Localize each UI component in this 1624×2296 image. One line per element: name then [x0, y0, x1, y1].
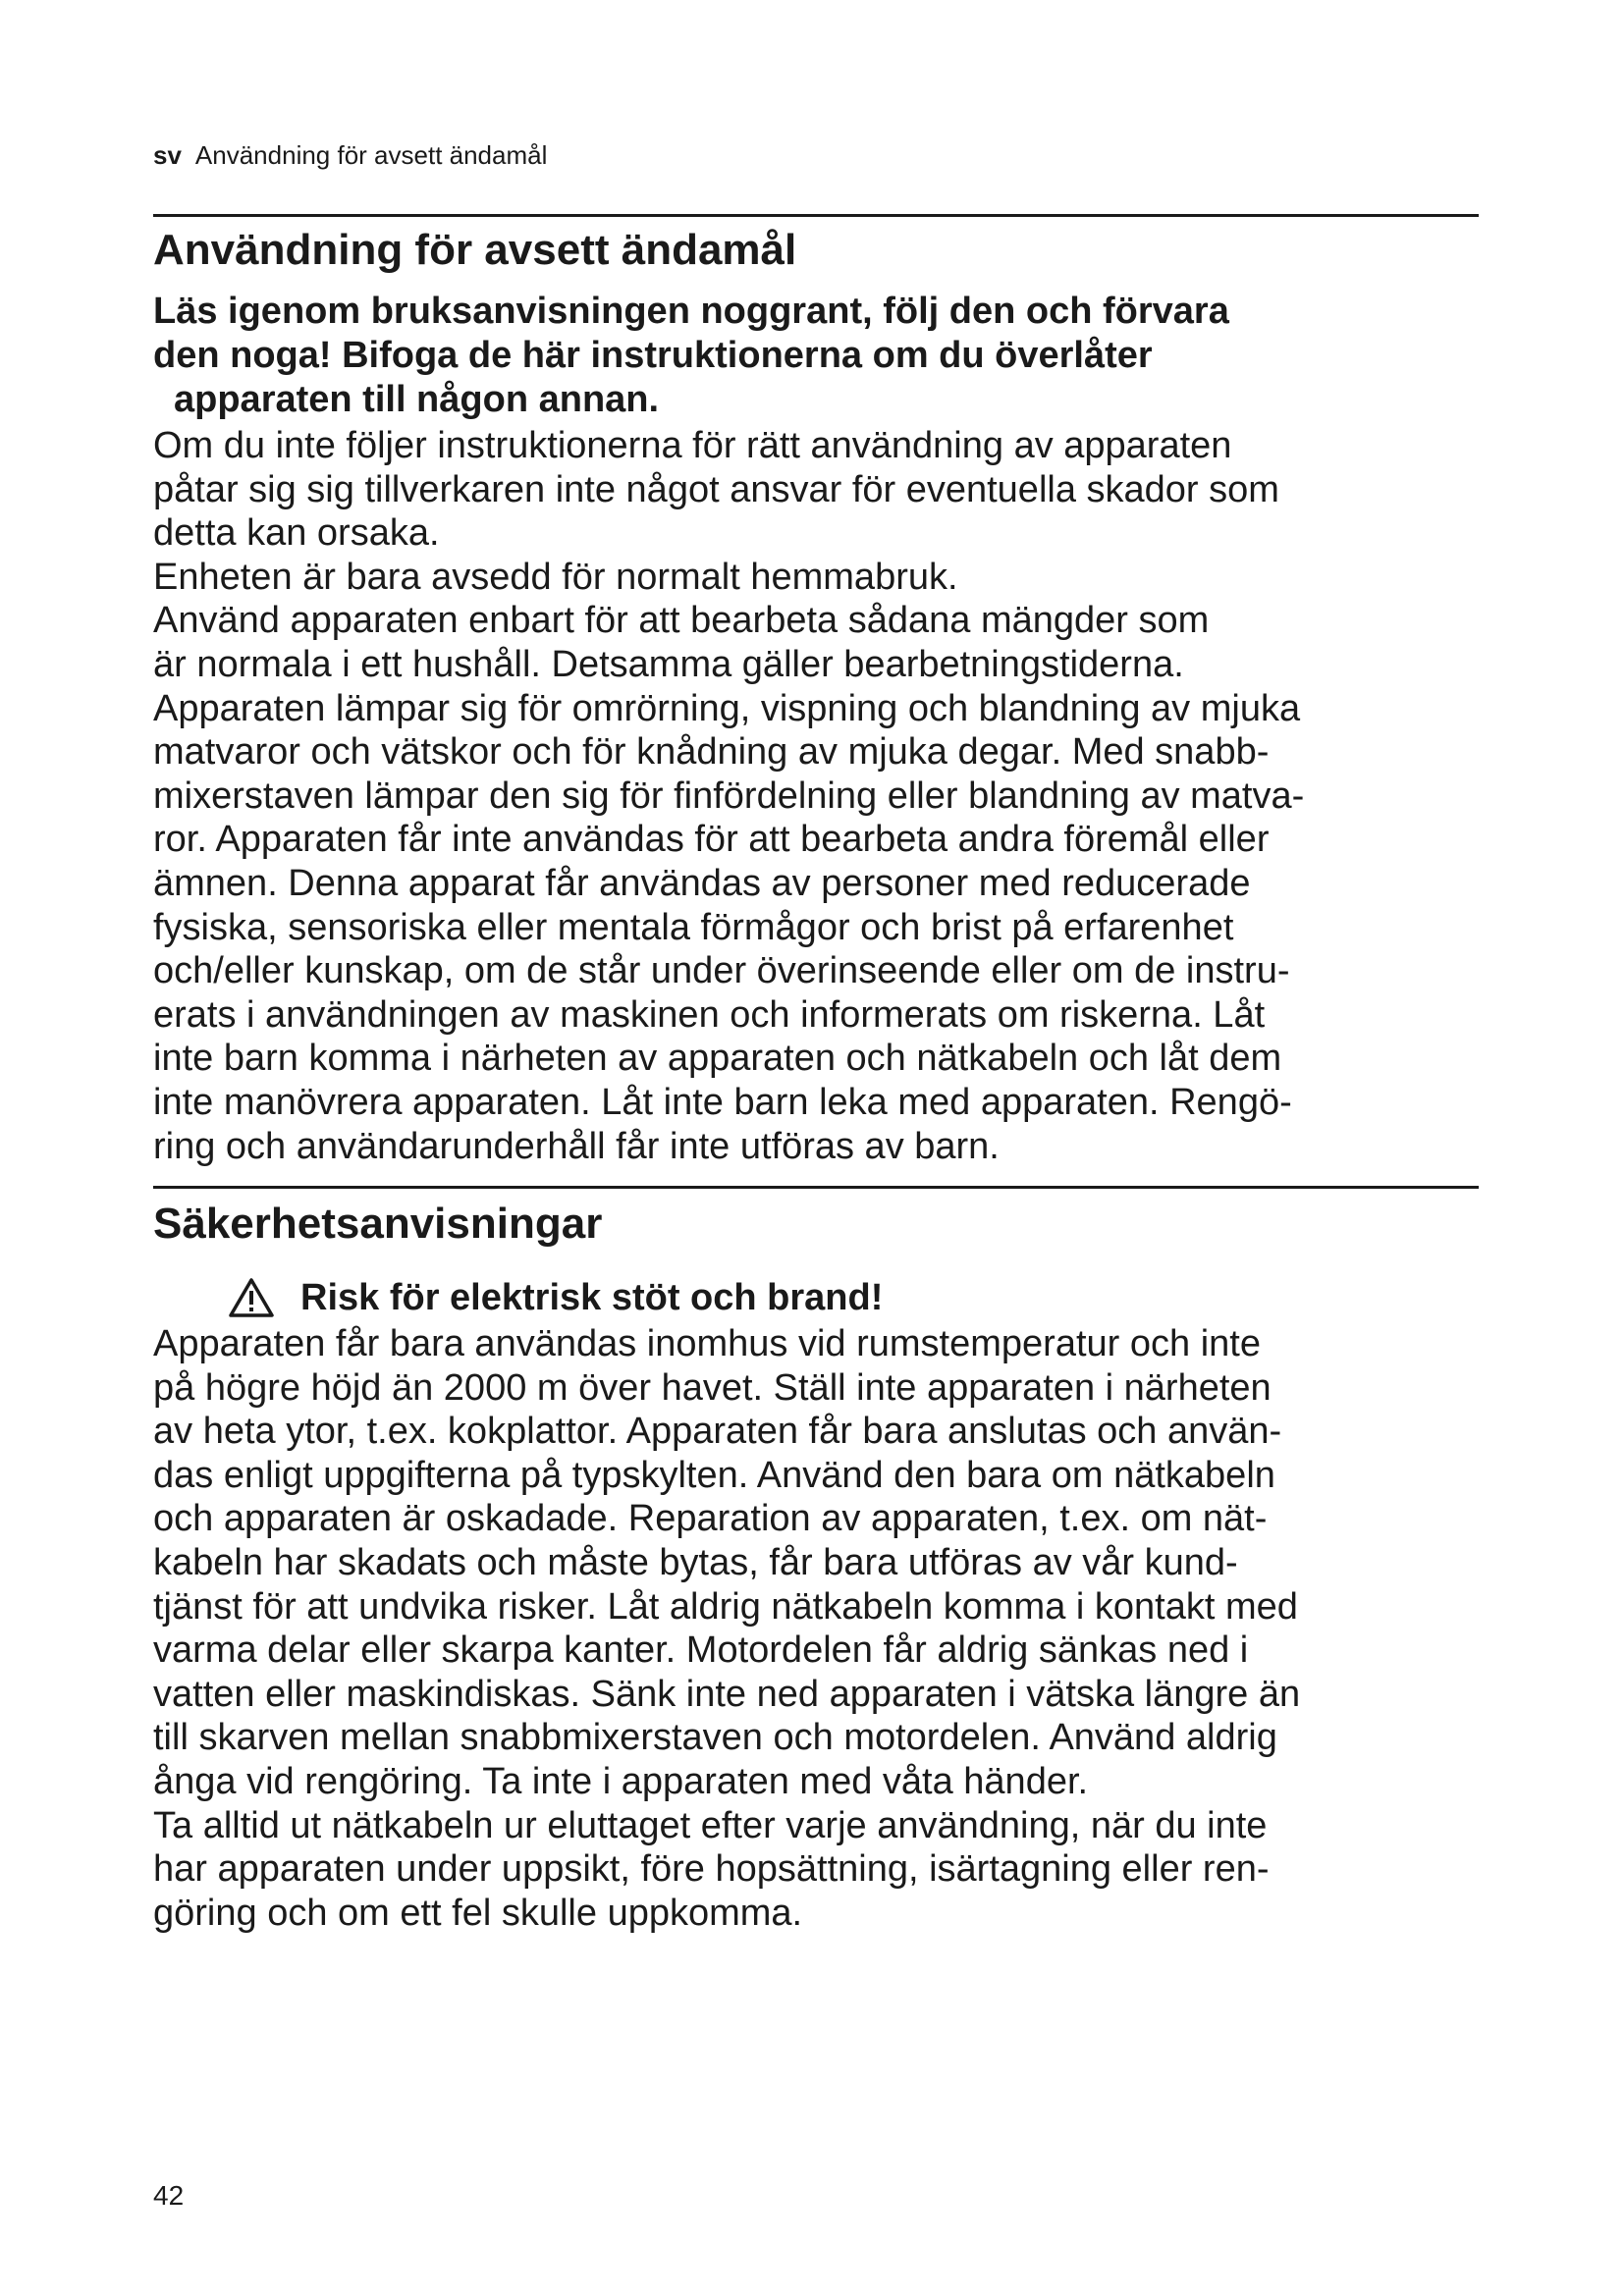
- lead-line: den noga! Bifoga de här instruktionerna om du överlåter: [153, 335, 1153, 376]
- body-line: detta kan orsaka.: [153, 512, 440, 555]
- body-line: matvaror och vätskor och för knådning av mjuka degar. Med snabb-: [153, 731, 1270, 774]
- body-line: Använd apparaten enbart för att bearbeta sådana mängder som: [153, 600, 1210, 642]
- body-line: på högre höjd än 2000 m över havet. Ställ inte apparaten i närheten: [153, 1366, 1272, 1409]
- warning-title: Risk för elektrisk stöt och brand!: [300, 1277, 884, 1319]
- intended-use-body: [153, 424, 1479, 1168]
- body-line: ånga vid rengöring. Ta inte i apparaten med våta händer.: [153, 1761, 1089, 1803]
- body-line: mixerstaven lämpar den sig för finfördelning eller blandning av matva-: [153, 774, 1305, 817]
- warning-heading: [153, 1275, 1479, 1320]
- body-line: Ta alltid ut nätkabeln ur eluttaget efter varje användning, när du inte: [153, 1804, 1268, 1846]
- running-header-title: Användning för avsett ändamål: [194, 140, 548, 170]
- body-line: påtar sig sig tillverkaren inte något ansvar för eventuella skador som: [153, 468, 1279, 510]
- section-heading-intended-use: Användning för avsett ändamål: [153, 226, 797, 274]
- body-line: ring och användarunderhåll får inte utföras av barn.: [153, 1125, 1000, 1167]
- running-header: [153, 139, 547, 171]
- body-line: kabeln har skadats och måste bytas, får bara utföras av vår kund-: [153, 1542, 1238, 1584]
- lead-line: apparaten till någon annan.: [174, 379, 660, 420]
- section-heading-safety: Säkerhetsanvisningar: [153, 1200, 603, 1249]
- body-line: ämnen. Denna apparat får användas av personer med reducerade: [153, 862, 1251, 904]
- body-line: varma delar eller skarpa kanter. Motordelen får aldrig sänkas ned i: [153, 1629, 1249, 1672]
- body-line: Apparaten får bara användas inomhus vid rumstemperatur och inte: [153, 1323, 1261, 1365]
- body-line: inte barn komma i närheten av apparaten och nätkabeln och låt dem: [153, 1038, 1282, 1080]
- body-line: Apparaten lämpar sig för omrörning, vispning och blandning av mjuka: [153, 687, 1301, 729]
- body-line: och apparaten är oskadade. Reparation av apparaten, t.ex. om nät-: [153, 1498, 1268, 1540]
- section-divider: [153, 1186, 1479, 1189]
- body-line: göring och om ett fel skulle uppkomma.: [153, 1892, 803, 1934]
- section-divider: [153, 214, 1479, 217]
- body-line: Om du inte följer instruktionerna för rätt användning av apparaten: [153, 425, 1232, 466]
- body-line: ror. Apparaten får inte användas för att bearbeta andra föremål eller: [153, 819, 1270, 861]
- body-line: vatten eller maskindiskas. Sänk inte ned apparaten i vätska längre än: [153, 1673, 1301, 1715]
- body-line: av heta ytor, t.ex. kokplattor. Apparaten får bara anslutas och använ-: [153, 1411, 1282, 1453]
- body-line: Enheten är bara avsedd för normalt hemmabruk.: [153, 556, 958, 598]
- body-line: och/eller kunskap, om de står under överinseende eller om de instru-: [153, 950, 1290, 992]
- body-line: är normala i ett hushåll. Detsamma gäller bearbetningstiderna.: [153, 643, 1184, 685]
- warning-triangle-icon: [228, 1277, 275, 1318]
- lead-line: Läs igenom bruksanvisningen noggrant, följ den och förvara: [153, 291, 1229, 332]
- language-code: sv: [153, 140, 182, 170]
- page-content: [153, 214, 1479, 1935]
- body-line: tjänst för att undvika risker. Låt aldrig nätkabeln komma i kontakt med: [153, 1585, 1298, 1628]
- body-line: erats i användningen av maskinen och informerats om riskerna. Låt: [153, 993, 1266, 1036]
- lead-paragraph: [153, 290, 1479, 422]
- safety-body: [153, 1322, 1479, 1935]
- body-line: till skarven mellan snabbmixerstaven och motordelen. Använd aldrig: [153, 1717, 1277, 1759]
- body-line: das enligt uppgifterna på typskylten. Använd den bara om nätkabeln: [153, 1454, 1275, 1496]
- body-line: fysiska, sensoriska eller mentala förmågor och brist på erfarenhet: [153, 906, 1234, 948]
- body-line: har apparaten under uppsikt, före hopsättning, isärtagning eller ren-: [153, 1848, 1270, 1891]
- page-number: 42: [153, 2180, 185, 2211]
- body-line: inte manövrera apparaten. Låt inte barn leka med apparaten. Rengö-: [153, 1081, 1292, 1123]
